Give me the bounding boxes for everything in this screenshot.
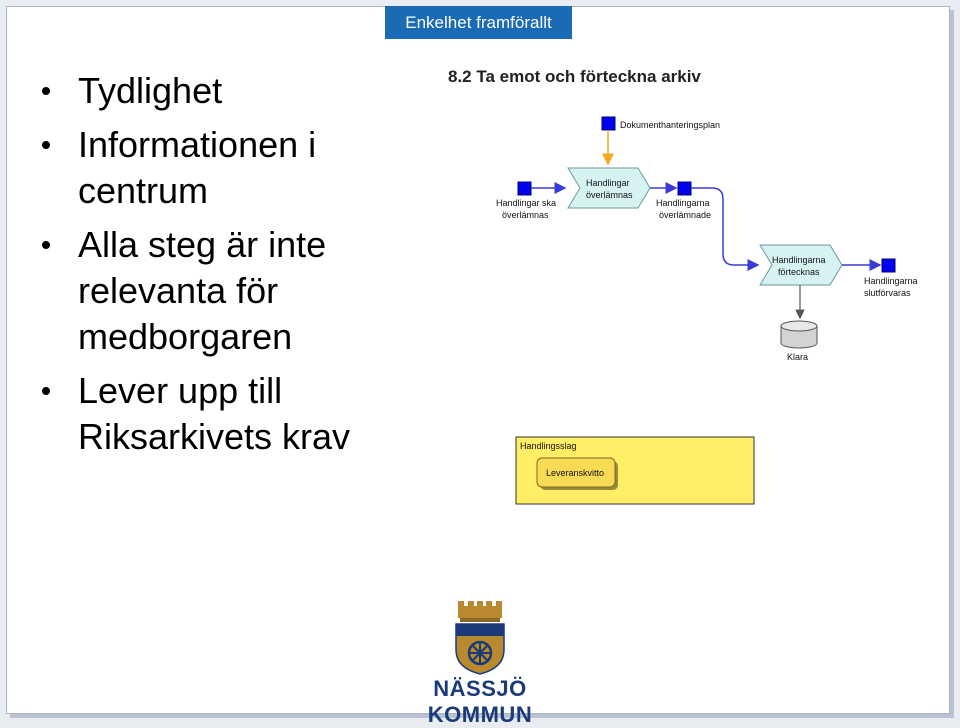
- bullet-item: [40, 222, 380, 360]
- doc-plan-square: [602, 117, 615, 130]
- event-start-square: [518, 182, 531, 195]
- event-start-label: [496, 198, 559, 220]
- diagram-title: 8.2 Ta emot och förteckna arkiv: [448, 67, 701, 86]
- event-mid-label: [656, 198, 712, 220]
- bullet-item: [40, 122, 380, 214]
- bullet-dot-icon: [42, 387, 50, 395]
- store-cylinder-top: [781, 321, 817, 331]
- event-mid-square: [678, 182, 691, 195]
- bullet-list: [40, 68, 380, 468]
- activity-2-shape: [760, 245, 842, 285]
- slide-banner: Enkelhet framförallt: [385, 6, 572, 39]
- event-start-label-line: överlämnas: [502, 210, 549, 220]
- activity-1-label-line: överlämnas: [586, 190, 633, 200]
- bullet-dot-icon: [42, 241, 50, 249]
- store-label: Klara: [787, 352, 809, 362]
- event-mid-label-line: Handlingarna: [656, 198, 710, 208]
- event-end-label: [864, 276, 920, 298]
- event-mid-label-line: överlämnade: [659, 210, 712, 220]
- bullet-dot-icon: [42, 141, 50, 149]
- event-end-label-line: slutförvaras: [864, 288, 911, 298]
- bullet-text: Tydlighet: [78, 70, 223, 111]
- doc-plan-label: Dokumenthanteringsplan: [620, 120, 721, 130]
- logo-text: NÄSSJÖ KOMMUN: [427, 676, 533, 727]
- event-end-label-line: Handlingarna: [864, 276, 918, 286]
- legend-item-label: Leveranskvitto: [546, 468, 605, 478]
- activity-2-label-line: förtecknas: [778, 267, 820, 277]
- bullet-item: [40, 368, 380, 460]
- bullet-dot-icon: [42, 87, 50, 95]
- activity-1-label-line: Handlingar: [586, 178, 630, 188]
- bullet-text: Informationen i centrum: [78, 124, 317, 211]
- event-start-label-line: Handlingar ska: [496, 198, 557, 208]
- bullet-item: [40, 68, 380, 114]
- activity-1-shape: [568, 168, 650, 208]
- legend-title: Handlingsslag: [520, 441, 577, 451]
- activity-2-label-line: Handlingarna: [772, 255, 826, 265]
- bullet-text: Lever upp till Riksarkivets krav: [78, 370, 351, 457]
- event-end-square: [882, 259, 895, 272]
- bullet-text: Alla steg är inte relevanta för medborgaren: [78, 224, 327, 357]
- process-diagram: [440, 58, 940, 518]
